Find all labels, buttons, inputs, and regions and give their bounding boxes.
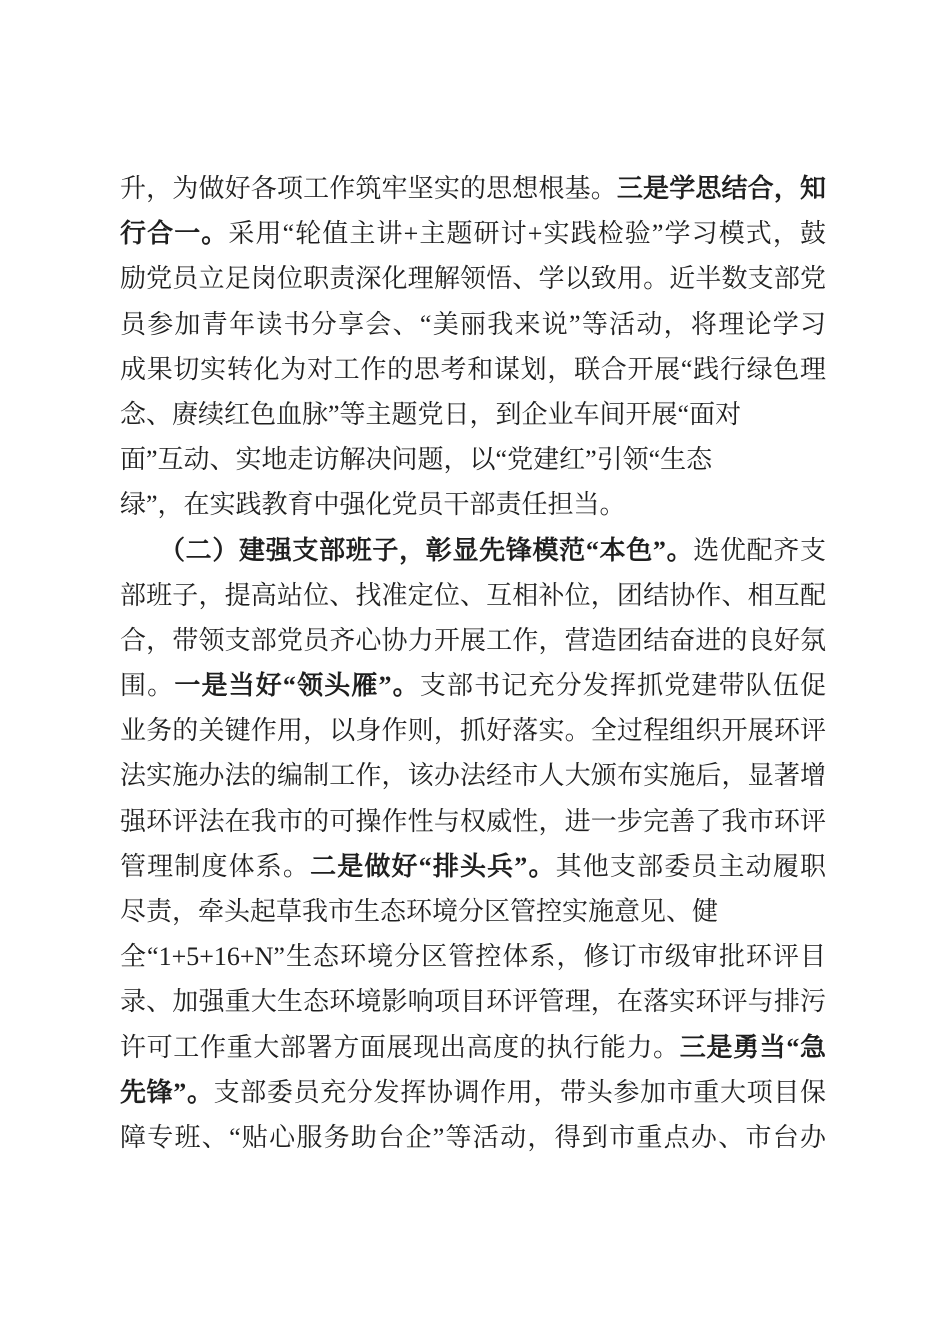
- text-segment: 成果切实转化为对工作的思考和谋划，联合开展“践行绿色理: [120, 354, 826, 384]
- emphasis-text-segment: 三是勇当“急: [679, 1032, 826, 1062]
- text-line: [120, 844, 826, 889]
- text-line: [120, 1070, 826, 1115]
- text-segment: 面”互动、实地走访解决问题，以“党建红”引领“生态: [120, 445, 713, 475]
- text-segment: 尽责，牵头起草我市生态环境分区管控实施意见、健: [120, 897, 719, 926]
- emphasis-text-segment: 先锋”。: [120, 1077, 214, 1107]
- text-segment: 其他支部委员主动履职: [555, 851, 826, 881]
- text-body: [120, 166, 826, 1160]
- text-segment: 合，带领支部党员齐心协力开展工作，营造团结奋进的良好氛: [120, 625, 826, 655]
- emphasis-text-segment: （二）建强支部班子，彰显先锋模范“本色”。: [159, 535, 694, 565]
- text-segment: 念、赓续红色血脉”等主题党日，到企业车间开展“面对: [120, 399, 742, 429]
- emphasis-text-segment: 三是学思结合，知: [616, 174, 826, 203]
- text-segment: 障专班、“贴心服务助台企”等活动，得到市重点办、市台办: [120, 1122, 826, 1152]
- text-segment: 支部委员充分发挥协调作用，带头参加市重大项目保: [213, 1077, 826, 1107]
- text-segment: 员参加青年读书分享会、“美丽我来说”等活动，将理论学习: [120, 309, 826, 339]
- text-segment: 励党员立足岗位职责深化理解领悟、学以致用。近半数支部党: [120, 264, 826, 294]
- text-line: [120, 799, 826, 844]
- text-segment: 绿”，在实践教育中强化党员干部责任担当。: [120, 490, 626, 520]
- emphasis-text-segment: 一是当好“领头雁”。: [174, 671, 420, 701]
- text-segment: 采用“轮值主讲+主题研讨+实践检验”学习模式，鼓: [228, 219, 826, 249]
- text-line: [120, 482, 826, 527]
- text-segment: 升，为做好各项工作筑牢坚实的思想根基。: [120, 174, 617, 203]
- text-line: [120, 347, 826, 392]
- text-segment: 部班子，提高站位、找准定位、互相补位，团结协作、相互配: [120, 580, 826, 610]
- text-line: [120, 1025, 826, 1070]
- emphasis-text-segment: 行合一。: [120, 219, 229, 249]
- text-line: [120, 573, 826, 618]
- text-line: [120, 256, 826, 301]
- text-line: [120, 166, 826, 211]
- text-segment: 录、加强重大生态环境影响项目环评管理，在落实环评与排污: [120, 987, 826, 1017]
- text-segment: 围。: [120, 671, 175, 701]
- text-segment: 强环评法在我市的可操作性与权威性，进一步完善了我市环评: [120, 806, 826, 836]
- text-segment: 法实施办法的编制工作，该办法经市人大颁布实施后，显著增: [120, 761, 826, 791]
- text-segment: 业务的关键作用，以身作则，抓好落实。全过程组织开展环评: [120, 716, 826, 746]
- text-segment: 选优配齐支: [693, 535, 826, 565]
- text-line: [120, 528, 826, 573]
- text-line: [120, 753, 826, 798]
- text-line: [120, 663, 826, 708]
- text-segment: 许可工作重大部署方面展现出高度的执行能力。: [120, 1032, 680, 1062]
- text-segment: 支部书记充分发挥抓党建带队伍促: [419, 671, 826, 701]
- emphasis-text-segment: 二是做好“排头兵”。: [310, 851, 556, 881]
- text-segment: 全“1+5+16+N”生态环境分区管控体系，修订市级审批环评目: [120, 942, 826, 972]
- text-line: [120, 889, 826, 934]
- text-line: [120, 437, 826, 482]
- text-line: [120, 1115, 826, 1160]
- text-line: [120, 708, 826, 753]
- text-line: [120, 392, 826, 437]
- text-line: [120, 934, 826, 979]
- text-line: [120, 211, 826, 256]
- text-segment: 管理制度体系。: [120, 851, 311, 881]
- text-line: [120, 302, 826, 347]
- text-line: [120, 979, 826, 1024]
- text-line: [120, 618, 826, 663]
